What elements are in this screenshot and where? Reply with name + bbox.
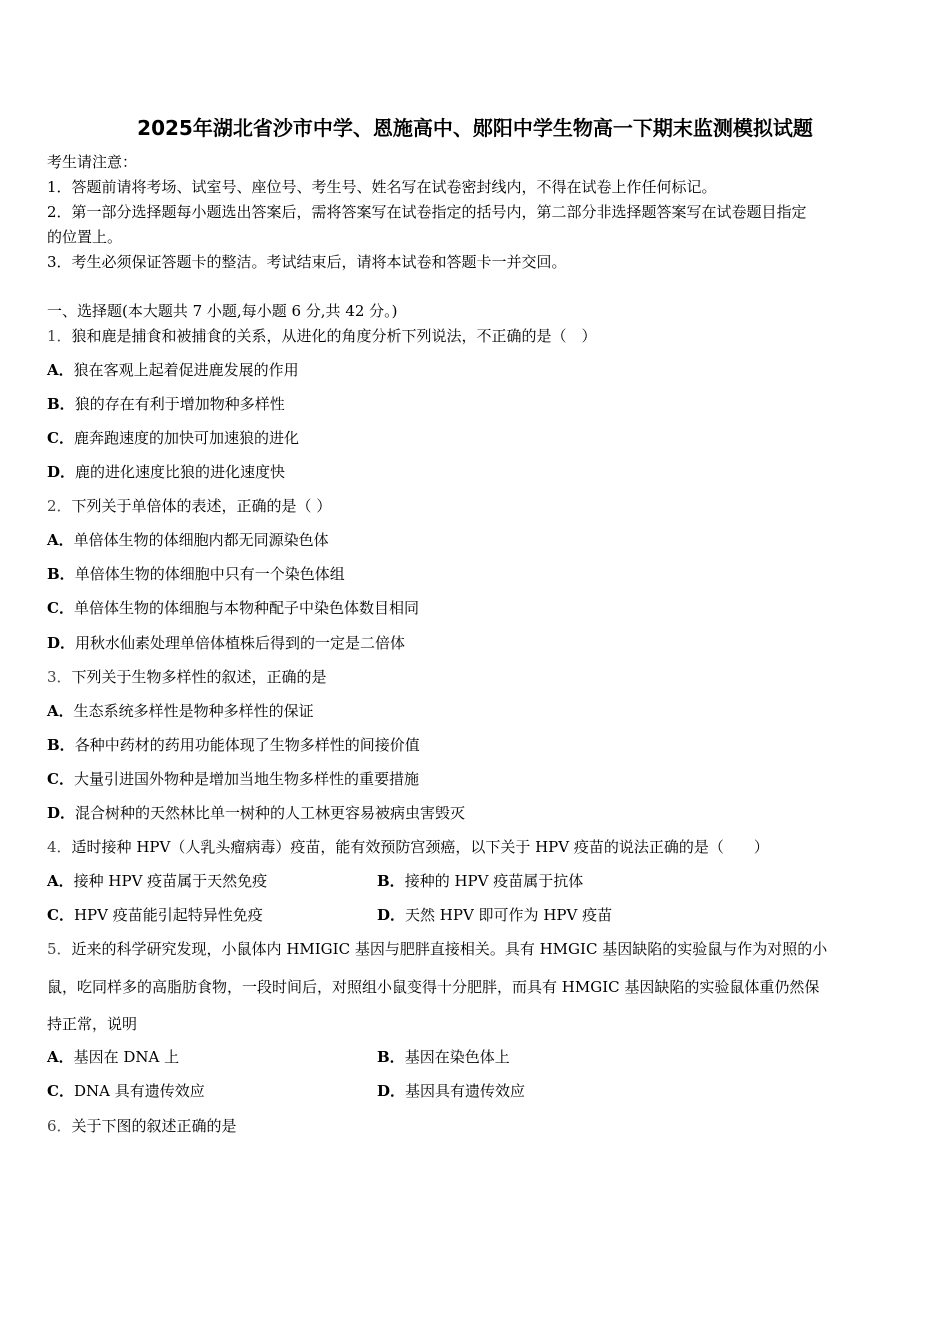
option-text: 接种的 HPV 疫苗属于抗体 bbox=[404, 872, 584, 890]
option-letter: D． bbox=[47, 463, 76, 481]
option-letter: C． bbox=[47, 429, 74, 447]
option-letter: D． bbox=[377, 906, 406, 924]
option[interactable] bbox=[47, 633, 405, 653]
option-text: 接种 HPV 疫苗属于天然免疫 bbox=[73, 872, 268, 890]
option-text: 基因具有遗传效应 bbox=[405, 1082, 526, 1100]
option[interactable] bbox=[47, 735, 420, 755]
option-letter: B． bbox=[47, 736, 75, 754]
option[interactable] bbox=[377, 1047, 510, 1067]
option-letter: B． bbox=[47, 565, 75, 583]
option-text: 基因在染色体上 bbox=[404, 1048, 510, 1066]
option-letter: B． bbox=[377, 1048, 405, 1066]
question-number: 4． bbox=[47, 838, 72, 856]
option[interactable] bbox=[47, 769, 419, 789]
notice-item: 的位置上。 bbox=[47, 228, 123, 246]
question-number: 2． bbox=[47, 497, 72, 515]
option[interactable] bbox=[47, 598, 419, 618]
question-text-continued: 鼠，吃同样多的高脂肪食物，一段时间后，对照组小鼠变得十分肥胖，而具有 HMGIC 基因缺陷的实验鼠体重仍然保 bbox=[47, 978, 820, 996]
notice-item: 2．第一部分选择题每小题选出答案后，需将答案写在试卷指定的括号内，第二部分非选择题答案写在试卷题目指定 bbox=[47, 203, 807, 221]
option[interactable] bbox=[377, 905, 612, 925]
question-text: 下列关于生物多样性的叙述，正确的是 bbox=[71, 668, 327, 686]
option[interactable] bbox=[377, 871, 583, 891]
option-text: 单倍体生物的体细胞中只有一个染色体组 bbox=[74, 565, 345, 583]
notice-item: 1．答题前请将考场、试室号、座位号、考生号、姓名写在试卷密封线内，不得在试卷上作任何标记。 bbox=[47, 178, 717, 196]
option[interactable] bbox=[47, 803, 465, 823]
option[interactable] bbox=[47, 394, 285, 414]
option-text: 基因在 DNA 上 bbox=[73, 1048, 180, 1066]
question-number: 6． bbox=[47, 1117, 72, 1135]
question-stem bbox=[47, 939, 827, 959]
option[interactable] bbox=[47, 871, 267, 891]
option-text: 大量引进国外物种是增加当地生物多样性的重要措施 bbox=[73, 770, 419, 788]
option[interactable] bbox=[47, 905, 263, 925]
question-text-continued: 持正常，说明 bbox=[47, 1015, 138, 1033]
option-text: 狼的存在有利于增加物种多样性 bbox=[74, 395, 285, 413]
option-text: 狼在客观上起着促进鹿发展的作用 bbox=[73, 361, 299, 379]
notice-item: 3．考生必须保证答题卡的整洁。考试结束后，请将本试卷和答题卡一并交回。 bbox=[47, 253, 567, 271]
option-text: 鹿奔跑速度的加快可加速狼的进化 bbox=[73, 429, 299, 447]
option[interactable] bbox=[47, 564, 345, 584]
question-text: 关于下图的叙述正确的是 bbox=[71, 1117, 237, 1135]
option-text: 天然 HPV 即可作为 HPV 疫苗 bbox=[405, 906, 613, 924]
question-stem bbox=[47, 1116, 237, 1136]
option-text: 各种中药材的药用功能体现了生物多样性的间接价值 bbox=[74, 736, 420, 754]
option[interactable] bbox=[47, 530, 329, 550]
option[interactable] bbox=[47, 360, 299, 380]
question-number: 5． bbox=[47, 940, 72, 958]
option[interactable] bbox=[47, 701, 314, 721]
option[interactable] bbox=[47, 1047, 179, 1067]
option-letter: A． bbox=[47, 531, 74, 549]
option-text: 生态系统多样性是物种多样性的保证 bbox=[73, 702, 314, 720]
option-letter: A． bbox=[47, 1048, 74, 1066]
question-stem bbox=[47, 837, 769, 857]
option-letter: C． bbox=[47, 1082, 74, 1100]
question-number: 1． bbox=[47, 327, 72, 345]
option[interactable] bbox=[377, 1081, 525, 1101]
question-text: 狼和鹿是捕食和被捕食的关系，从进化的角度分析下列说法，不正确的是（ ） bbox=[71, 327, 597, 345]
question-text: 下列关于单倍体的表述，正确的是（ ） bbox=[71, 497, 332, 515]
question-text: 适时接种 HPV（人乳头瘤病毒）疫苗，能有效预防宫颈癌，以下关于 HPV 疫苗的说法正确的是（ ） bbox=[71, 838, 769, 856]
option-text: 鹿的进化速度比狼的进化速度快 bbox=[75, 463, 286, 481]
question-stem bbox=[47, 326, 597, 346]
option-letter: B． bbox=[47, 395, 75, 413]
option-letter: D． bbox=[377, 1082, 406, 1100]
question-number: 3． bbox=[47, 668, 72, 686]
option[interactable] bbox=[47, 1081, 205, 1101]
option-text: 用秋水仙素处理单倍体植株后得到的一定是二倍体 bbox=[75, 634, 406, 652]
question-text: 近来的科学研究发现，小鼠体内 HMIGIC 基因与肥胖直接相关。具有 HMGIC 基因缺陷的实验鼠与作为对照的小 bbox=[71, 940, 828, 958]
option[interactable] bbox=[47, 462, 285, 482]
option-letter: C． bbox=[47, 770, 74, 788]
notice-heading: 考生请注意： bbox=[47, 153, 138, 171]
option-letter: B． bbox=[377, 872, 405, 890]
question-stem bbox=[47, 667, 327, 687]
page-title: 2025年湖北省沙市中学、恩施高中、郧阳中学生物高一下期末监测模拟试题 bbox=[137, 116, 813, 140]
option-letter: C． bbox=[47, 906, 74, 924]
option-letter: A． bbox=[47, 872, 74, 890]
option-text: HPV 疫苗能引起特异性免疫 bbox=[73, 906, 263, 924]
option-text: 单倍体生物的体细胞内都无同源染色体 bbox=[73, 531, 329, 549]
option-text: 单倍体生物的体细胞与本物种配子中染色体数目相同 bbox=[73, 599, 419, 617]
option-text: DNA 具有遗传效应 bbox=[73, 1082, 205, 1100]
option-letter: A． bbox=[47, 361, 74, 379]
option[interactable] bbox=[47, 428, 299, 448]
option-letter: D． bbox=[47, 634, 76, 652]
option-text: 混合树种的天然林比单一树种的人工林更容易被病虫害毁灭 bbox=[75, 804, 466, 822]
question-stem bbox=[47, 496, 331, 516]
section-heading: 一、选择题(本大题共 7 小题,每小题 6 分,共 42 分。) bbox=[47, 302, 398, 320]
option-letter: D． bbox=[47, 804, 76, 822]
option-letter: C． bbox=[47, 599, 74, 617]
option-letter: A． bbox=[47, 702, 74, 720]
